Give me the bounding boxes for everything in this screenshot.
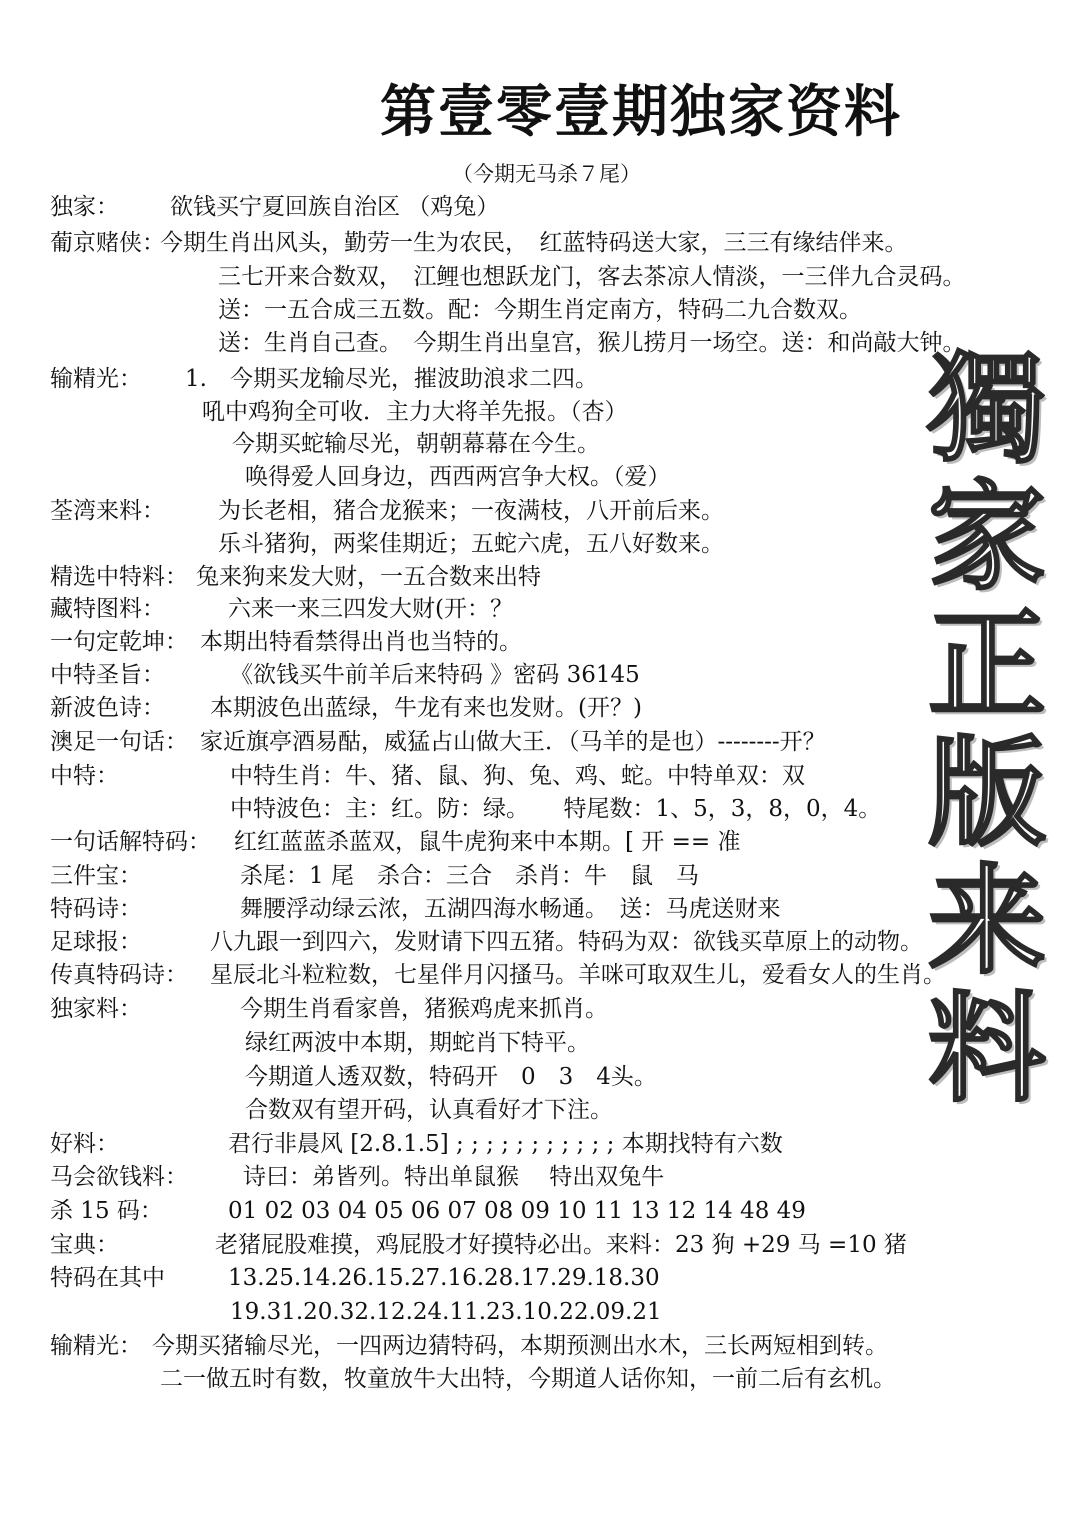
line-text: 13.25.14.26.15.27.16.28.17.29.18.30 <box>228 1265 660 1291</box>
line-text: 二一做五时有数，牧童放牛大出特，今期道人话你知，一前二后有玄机。 <box>160 1366 896 1392</box>
line-text: 今期买蛇输尽光，朝朝幕幕在今生。 <box>232 431 600 457</box>
line-label: 好料： <box>50 1131 119 1157</box>
line-label: 杀 15 码： <box>50 1198 163 1224</box>
line-label: 特码在其中 <box>50 1265 165 1291</box>
line-label: 宝典： <box>50 1232 119 1258</box>
line-text: 兔来狗来发大财，一五合数来出特 <box>196 564 541 590</box>
line-text: 今期买猪输尽光，一四两边猜特码，本期预测出水木，三长两短相到转。 <box>152 1333 888 1359</box>
line-label: 独家： <box>50 194 119 220</box>
line-text: 《欲钱买牛前羊后来特码 》密码 36145 <box>230 662 640 688</box>
line-text: 中特波色：主：红。防：绿。 特尾数：1、5，3，8，0，4。 <box>230 796 882 822</box>
line-text: 君行非晨风 [2.8.1.5] ; ; ; ; ; ; ; ; ; ; ; 本期找特有六数 <box>228 1131 783 1157</box>
line-label: 精选中特料： <box>50 564 188 590</box>
line-label: 传真特码诗： <box>50 962 188 988</box>
watermark-char: 来 <box>927 851 1046 990</box>
line-text: 杀尾：1 尾 杀合：三合 杀肖：牛 鼠 马 <box>240 863 699 889</box>
watermark-char: 料 <box>927 979 1046 1118</box>
line-label: 马会欲钱料： <box>50 1164 188 1190</box>
line-label: 荃湾来料： <box>50 498 165 524</box>
line-label: 特码诗： <box>50 896 142 922</box>
line-label: 一句定乾坤： <box>50 629 188 655</box>
line-text: 送：一五合成三五数。配：今期生肖定南方，特码二九合数双。 <box>218 297 862 323</box>
line-text: 星辰北斗粒粒数，七星伴月闪搔马。羊咪可取双生儿，爱看女人的生肖。 <box>210 962 946 988</box>
line-label: 输精光： <box>50 1333 142 1359</box>
line-text: 今期生肖看家兽，猪猴鸡虎来抓肖。 <box>240 996 608 1022</box>
line-text: 送：生肖自己查。 今期生肖出皇宫，猴儿捞月一场空。送：和尚敲大钟。 <box>218 330 966 356</box>
page-title: 第壹零壹期独家资料 <box>380 79 902 145</box>
line-text: 唤得爱人回身边，西西两宫争大权。（爱） <box>245 464 671 490</box>
line-text: 舞腰浮动绿云浓，五湖四海水畅通。 送：马虎送财来 <box>240 896 781 922</box>
watermark-char: 獨 <box>927 339 1046 478</box>
line-text: 为长老相，猪合龙猴来；一夜满枝，八开前后来。 <box>218 498 724 524</box>
line-text: 1. 今期买龙输尽光，摧波助浪求二四。 <box>185 366 598 392</box>
line-text: 三七开来合数双， 江鲤也想跃龙门，客去茶凉人情淡，一三伴九合灵码。 <box>218 264 966 290</box>
line-label: 独家料： <box>50 996 142 1022</box>
line-text: 合数双有望开码，认真看好才下注。 <box>245 1097 613 1123</box>
watermark-char: 家 <box>927 467 1046 606</box>
line-text: 01 02 03 04 05 06 07 08 09 10 11 13 12 14 48 49 <box>228 1198 806 1224</box>
line-text: 诗曰：弟皆列。特出单鼠猴 特出双兔牛 <box>243 1164 665 1190</box>
line-text: 乐斗猪狗，两桨佳期近；五蛇六虎，五八好数来。 <box>218 531 724 557</box>
line-text: 本期出特看禁得出肖也当特的。 <box>200 629 522 655</box>
line-text: 欲钱买宁夏回族自治区 （鸡兔） <box>170 194 500 220</box>
line-label: 葡京赌侠： <box>50 230 165 256</box>
line-text: 今期道人透双数，特码开 0 3 4头。 <box>245 1064 657 1090</box>
line-text: 六来一来三四发大财(开：？ <box>228 596 513 622</box>
line-text: 绿红两波中本期，期蛇肖下特平。 <box>245 1030 590 1056</box>
line-label: 一句话解特码： <box>50 829 211 855</box>
line-text: 本期波色出蓝绿，牛龙有来也发财。(开？) <box>210 695 642 721</box>
watermark-char: 正 <box>927 595 1046 734</box>
line-label: 中特： <box>50 763 119 789</box>
line-text: 19.31.20.32.12.24.11.23.10.22.09.21 <box>230 1299 662 1325</box>
line-label: 澳足一句话： <box>50 729 188 755</box>
line-text: 家近旗亭酒易酤，威猛占山做大王．（马羊的是也）--------开？ <box>200 729 826 755</box>
line-label: 中特圣旨： <box>50 662 165 688</box>
line-text: 老猪屁股难摸，鸡屁股才好摸特必出。来料：23 狗 +29 马 =10 猪 <box>215 1232 907 1258</box>
line-text: 今期生肖出风头，勤劳一生为农民， 红蓝特码送大家，三三有缘结伴来。 <box>160 230 908 256</box>
line-text: 吼中鸡狗全可收．主力大将羊先报。（杏） <box>202 399 628 425</box>
line-label: 三件宝： <box>50 863 142 889</box>
watermark <box>912 339 1062 1118</box>
line-text: 红红蓝蓝杀蓝双，鼠牛虎狗来中本期。[ 开 == 准 <box>234 829 741 855</box>
line-text: 八九跟一到四六，发财请下四五猪。特码为双：欲钱买草原上的动物。 <box>210 929 923 955</box>
line-label: 足球报： <box>50 929 142 955</box>
subtitle: （今期无马杀７尾） <box>452 162 641 186</box>
line-label: 藏特图料： <box>50 596 165 622</box>
line-text: 中特生肖：牛、猪、鼠、狗、兔、鸡、蛇。中特单双：双 <box>230 763 805 789</box>
watermark-char: 版 <box>927 723 1046 862</box>
line-label: 新波色诗： <box>50 695 165 721</box>
line-label: 输精光： <box>50 366 142 392</box>
